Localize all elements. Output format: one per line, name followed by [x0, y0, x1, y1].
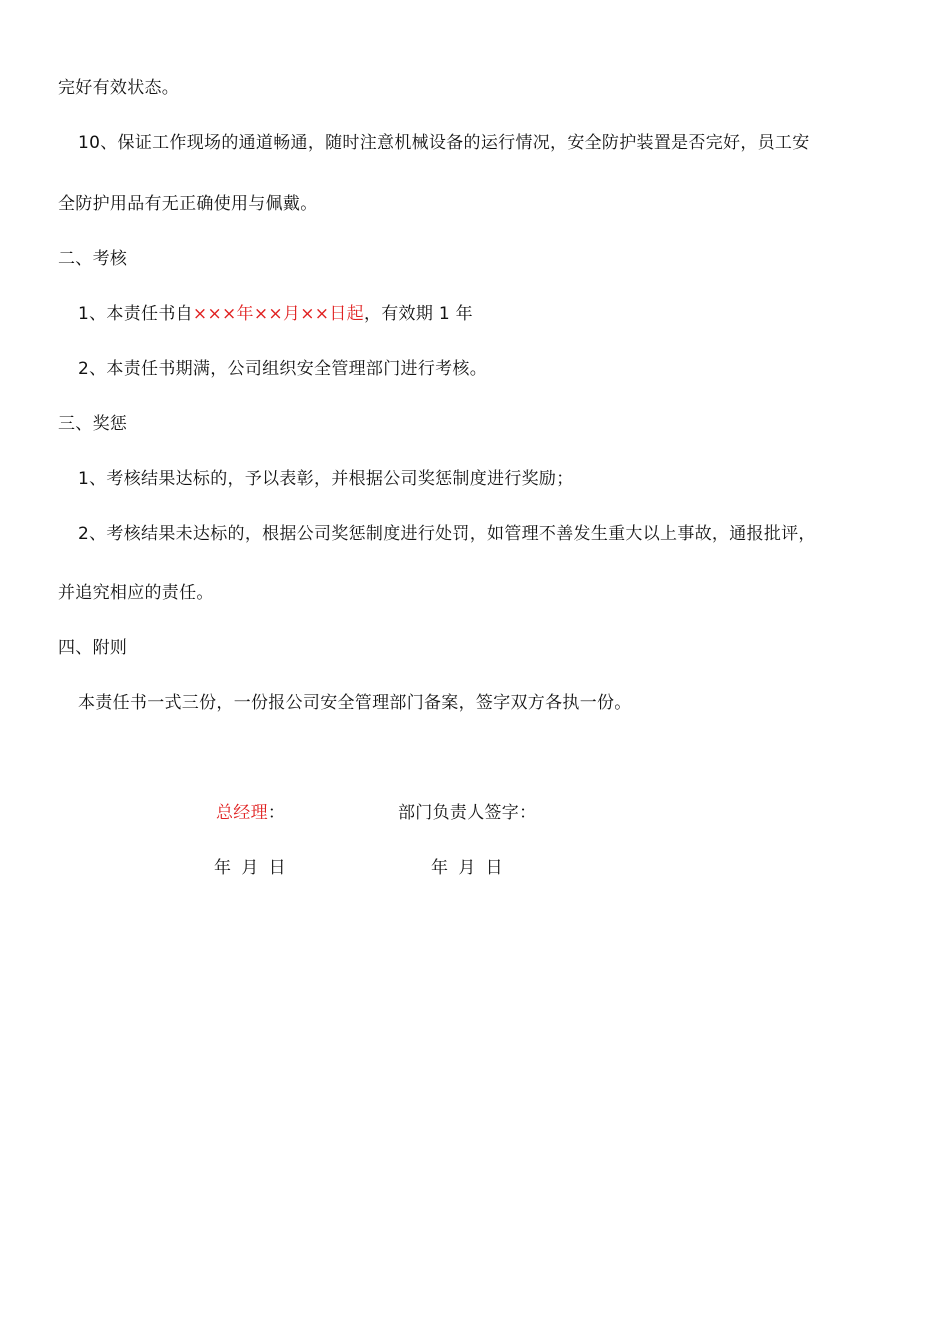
department-head-date	[431, 856, 503, 880]
assessment-item-2: 2、本责任书期满，公司组织安全管理部门进行考核。	[78, 359, 488, 379]
validity-start-date: ×××年××月××日起	[192, 304, 364, 324]
date-year: 年	[431, 858, 449, 878]
assessment-item-1-prefix: 1、本责任书自	[78, 304, 193, 324]
assessment-item-1-suffix: ，有效期 1 年	[363, 304, 473, 324]
paragraph-continuation: 完好有效状态。	[58, 78, 180, 98]
date-day: 日	[268, 858, 286, 878]
assessment-item-1	[78, 302, 473, 326]
rewards-item-1: 1、考核结果达标的，予以表彰，并根据公司奖惩制度进行奖励；	[78, 469, 574, 489]
date-year: 年	[214, 858, 232, 878]
appendix-text: 本责任书一式三份，一份报公司安全管理部门备案，签字双方各执一份。	[78, 693, 632, 713]
section-heading-appendix: 四、附则	[58, 638, 128, 658]
section-heading-rewards: 三、奖惩	[58, 414, 128, 434]
date-month: 月	[241, 858, 259, 878]
general-manager-signature-label	[216, 801, 285, 825]
general-manager-label: 总经理	[216, 803, 268, 823]
rewards-item-2-line-1: 2、考核结果未达标的，根据公司奖惩制度进行处罚，如管理不善发生重大以上事故，通报批评，	[78, 524, 816, 544]
general-manager-date	[214, 856, 286, 880]
date-day: 日	[485, 858, 503, 878]
section-heading-assessment: 二、考核	[58, 249, 128, 269]
item-10-line-2: 全防护用品有无正确使用与佩戴。	[58, 194, 318, 214]
general-manager-colon: ：	[267, 803, 286, 823]
date-month: 月	[458, 858, 476, 878]
rewards-item-2-line-2: 并追究相应的责任。	[58, 583, 214, 603]
department-head-signature-label: 部门负责人签字：	[398, 803, 537, 823]
item-10-line-1: 10、保证工作现场的通道畅通，随时注意机械设备的运行情况，安全防护装置是否完好，员工安	[78, 133, 810, 153]
